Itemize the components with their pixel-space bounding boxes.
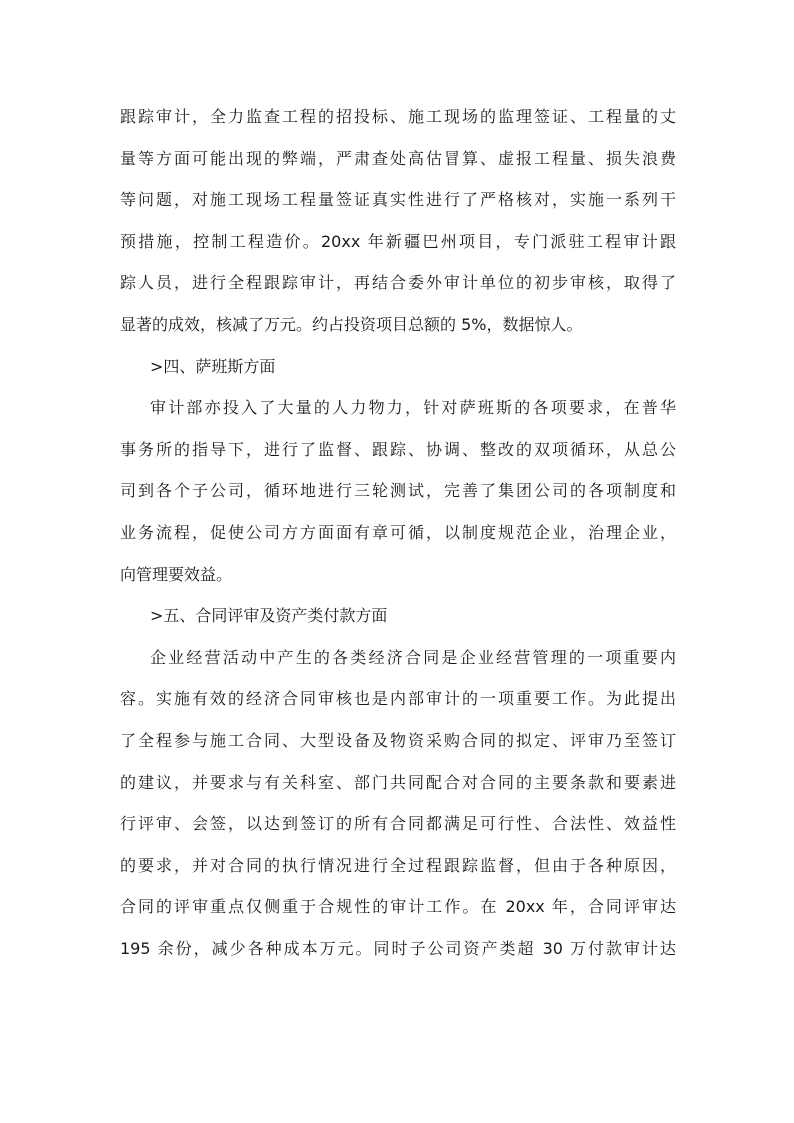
paragraph-line: 审计部亦投入了大量的人力物力，针对萨班斯的各项要求，在普华 [150, 398, 676, 417]
paragraph-line: 195 余份，减少各种成本万元。同时子公司资产类超 30 万付款审计达 [120, 939, 676, 958]
paragraph-line: 跟踪审计，全力监查工程的招投标、施工现场的监理签证、工程量的丈 [120, 107, 676, 126]
paragraph-line: 量等方面可能出现的弊端，严肃查处高估冒算、虚报工程量、损失浪费 [120, 149, 676, 168]
section-heading-5: >五、合同评审及资产类付款方面 [150, 606, 388, 625]
paragraph-line: 的建议，并要求与有关科室、部门共同配合对合同的主要条款和要素进 [120, 773, 676, 792]
section-heading-4: >四、萨班斯方面 [150, 357, 276, 376]
paragraph-line: 踪人员，进行全程跟踪审计，再结合委外审计单位的初步审核，取得了 [120, 273, 676, 292]
paragraph-line: 行评审、会签，以达到签订的所有合同都满足可行性、合法性、效益性 [120, 814, 676, 833]
paragraph-line: 容。实施有效的经济合同审核也是内部审计的一项重要工作。为此提出 [120, 689, 676, 708]
paragraph-line: 业务流程，促使公司方方面面有章可循，以制度规范企业，治理企业， [120, 523, 676, 542]
paragraph-line: 等问题，对施工现场工程量签证真实性进行了严格核对，实施一系列干 [120, 190, 676, 209]
paragraph-line: 向管理要效益。 [120, 565, 233, 584]
paragraph-line: 预措施，控制工程造价。20xx 年新疆巴州项目，专门派驻工程审计跟 [120, 232, 676, 251]
paragraph-line: 事务所的指导下，进行了监督、跟踪、协调、整改的双项循环，从总公 [120, 440, 676, 459]
paragraph-line: 合同的评审重点仅侧重于合规性的审计工作。在 20xx 年，合同评审达 [120, 897, 676, 916]
paragraph-line: 企业经营活动中产生的各类经济合同是企业经营管理的一项重要内 [150, 648, 676, 667]
paragraph-line: 司到各个子公司，循环地进行三轮测试，完善了集团公司的各项制度和 [120, 481, 676, 500]
paragraph-line: 显著的成效，核减了万元。约占投资项目总额的 5%，数据惊人。 [120, 315, 583, 334]
paragraph-line: 了全程参与施工合同、大型设备及物资采购合同的拟定、评审乃至签订 [120, 731, 676, 750]
paragraph-line: 的要求，并对合同的执行情况进行全过程跟踪监督，但由于各种原因， [120, 856, 676, 875]
